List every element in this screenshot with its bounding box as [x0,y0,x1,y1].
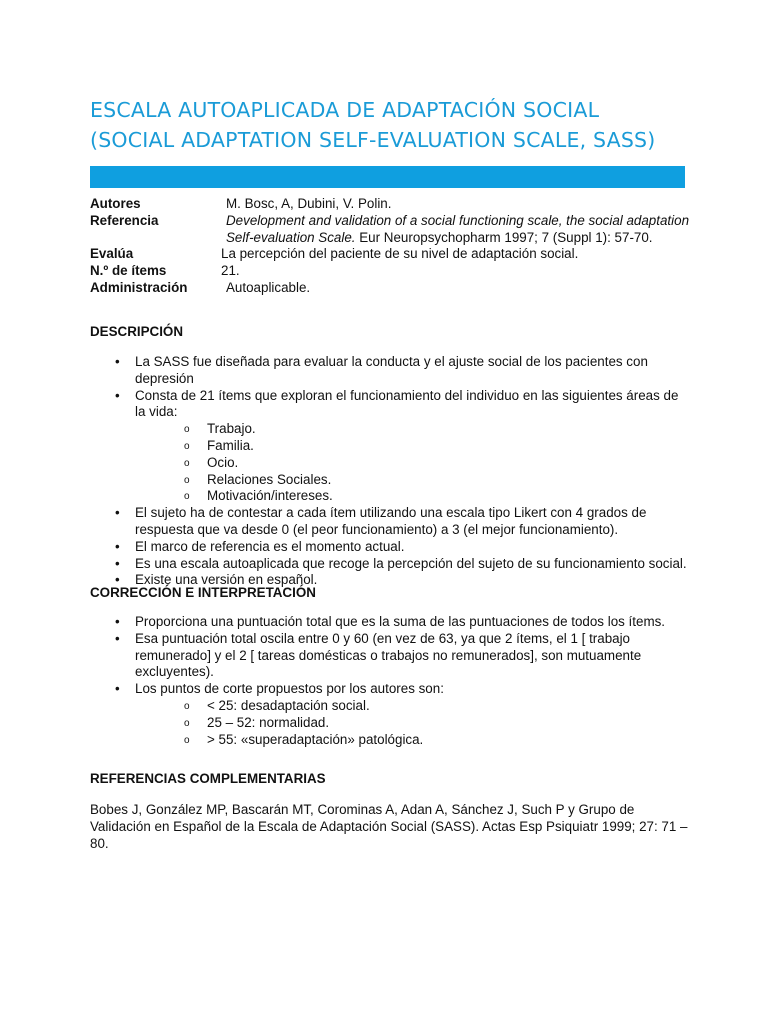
title-line-2: (SOCIAL ADAPTATION SELF-EVALUATION SCALE, SASS) [90,128,656,152]
list-item: • Esa puntuación total oscila entre 0 y 60 (en vez de 63, ya que 2 ítems, el 1 [ trabajo remunerado] y el 2 [ tareas domésticas o trabajos no remunerados], son mutuamente excluyentes). [90,631,690,681]
sublist-item: o Motivación/intereses. [116,488,690,505]
sublist-item: o Ocio. [116,455,690,472]
sublist-item: o > 55: «superadaptación» patológica. [116,732,690,749]
heading-correccion: CORRECCIÓN E INTERPRETACIÓN [90,585,316,600]
meta-value-items: 21. [221,263,240,279]
meta-value-referencia [226,213,690,247]
meta-row-autores [90,196,690,213]
list-item: • Es una escala autoaplicada que recoge la percepción del sujeto de su funcionamiento social. [90,556,690,573]
heading-descripcion: DESCRIPCIÓN [90,324,184,339]
list-item: • La SASS fue diseñada para evaluar la conducta y el ajuste social de los pacientes con depresión [90,354,690,388]
metadata-block [90,196,690,297]
sublist-item: o Trabajo. [116,421,690,438]
list-item: • El marco de referencia es el momento actual. [90,539,690,556]
reference-title: Development and validation of a social functioning scale, the social adaptation Self-evaluation Scale. [226,212,690,245]
sublist-item: o < 25: desadaptación social. [116,698,690,715]
header-color-bar [90,166,685,188]
list-item: • Los puntos de corte propuestos por los autores son: o < 25: desadaptación social. o 25 – 52: normalidad. o > 55: «superadaptación» patológica. [90,681,690,748]
heading-referencias: REFERENCIAS COMPLEMENTARIAS [90,771,326,786]
meta-label-evalua: Evalúa [90,246,134,262]
cortes-sublist [116,698,690,748]
sublist-item: o Relaciones Sociales. [116,472,690,489]
descripcion-list [90,354,690,589]
meta-label-items: N.º de ítems [90,263,167,279]
meta-value-autores: M. Bosc, A, Dubini, V. Polin. [226,196,392,211]
sublist-item: o 25 – 52: normalidad. [116,715,690,732]
list-item: • Consta de 21 ítems que exploran el funcionamiento del individuo en las siguientes áreas de la vida: o Trabajo. o Familia. o Ocio. o Relaciones Sociales. o Motivación/intereses. [90,388,690,506]
sublist-item: o Familia. [116,438,690,455]
meta-label-referencia: Referencia [90,212,159,228]
meta-row-referencia [90,213,690,247]
reference-source: Eur Neuropsychopharm 1997; 7 (Suppl 1): 57-70. [355,229,653,245]
meta-row-evalua [90,246,690,263]
reference-paragraph: Bobes J, González MP, Bascarán MT, Corominas A, Adan A, Sánchez J, Such P y Grupo de Validación en Español de la Escala de Adaptación Social (SASS). Actas Esp Psiquiatr 1999; 27: 71 – 80. [90,802,688,851]
list-item: • Proporciona una puntuación total que es la suma de las puntuaciones de todos los ítems. [90,614,690,631]
title-line-1: ESCALA AUTOAPLICADA DE ADAPTACIÓN SOCIAL [90,98,600,122]
areas-sublist [116,421,690,505]
meta-label-autores: Autores [90,196,141,211]
meta-value-administracion: Autoaplicable. [226,279,311,295]
meta-row-administracion [90,280,690,297]
list-item: • El sujeto ha de contestar a cada ítem utilizando una escala tipo Likert con 4 grados de respuesta que va desde 0 (el peor funcionamiento) a 3 (el mejor funcionamiento). [90,505,690,539]
meta-value-evalua: La percepción del paciente de su nivel de adaptación social. [221,246,579,262]
correccion-list [90,614,690,748]
meta-label-administracion: Administración [90,279,188,295]
list-item: • Existe una versión en español. [90,572,690,589]
document-title [90,95,730,155]
meta-row-items [90,263,690,280]
